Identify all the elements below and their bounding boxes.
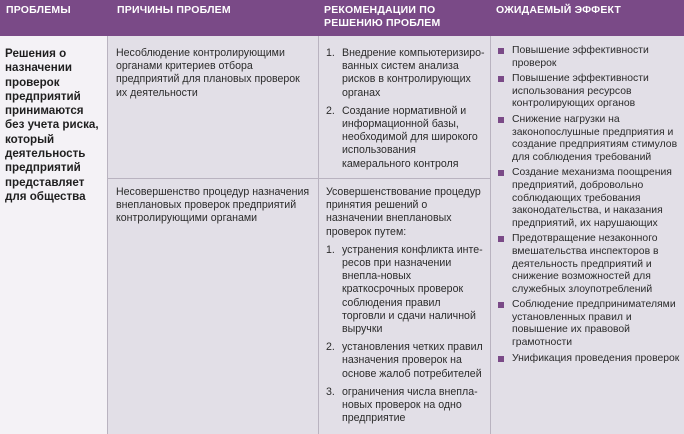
bullet-square-icon <box>498 48 504 54</box>
column-divider <box>318 36 319 434</box>
effect-item: Повышение эффективности использования ресурсов контролирующих органов <box>497 73 682 111</box>
recommendation-item: 2. Создание нормативной и информационной базы, необходимой для широкого использования камерального контроля <box>326 104 478 170</box>
header-effect: ОЖИДАЕМЫЙ ЭФФЕКТ <box>490 0 684 36</box>
recommendation-item: 3. ограничения числа внепла-новых проверок на одно предприятие <box>326 385 478 425</box>
recommendation-item: 2. установления четких правил назначения проверок на основе жалоб потребителей <box>326 341 483 380</box>
effect-item: Снижение нагрузки на законопослушные предприятия и создание предприятиям стимулов для соблюдения требований <box>497 114 682 164</box>
effects-list <box>497 45 682 368</box>
effect-item: Унификация проведения проверок <box>497 353 682 366</box>
column-divider <box>107 36 108 434</box>
effect-item: Предотвращение незаконного вмешательства инспекторов в деятельность предприятий и снижение возможностей для служебных злоупотреблений <box>497 233 682 296</box>
bullet-square-icon <box>498 356 504 362</box>
bullet-square-icon <box>498 170 504 176</box>
header-causes: ПРИЧИНЫ ПРОБЛЕМ <box>107 0 318 36</box>
cause-1: Несоблюдение контролирующими органами критериев отбора предприятий для плановых проверок их деятельности <box>116 47 300 99</box>
recommendations-group-1 <box>326 47 486 176</box>
problem-text: Решения о назначении проверок предприятий принимаются без учета риска, который деятельность предприятий представляет для общества <box>5 47 99 203</box>
bullet-square-icon <box>498 117 504 123</box>
header-recommendations: РЕКОМЕНДАЦИИ ПО РЕШЕНИЮ ПРОБЛЕМ <box>318 0 490 36</box>
row-divider <box>108 178 490 179</box>
bullet-square-icon <box>498 302 504 308</box>
effect-item: Создание механизма поощрения предприятий, добровольно соблюдающих требования законодательства, и наказания предприятий, их нарушающих <box>497 167 682 230</box>
bullet-square-icon <box>498 76 504 82</box>
effect-item: Повышение эффективности проверок <box>497 45 682 70</box>
bullet-square-icon <box>498 236 504 242</box>
recommendations-intro: Усовершенствование процедур принятия решений о назначении внеплановых проверок путем: <box>326 186 481 238</box>
column-divider <box>490 36 491 434</box>
header-problems: ПРОБЛЕМЫ <box>0 0 107 36</box>
effect-item: Соблюдение предпринимателями установленных правил и повышение их правовой грамотности <box>497 299 682 349</box>
recommendation-item: 1. устранения конфликта инте-ресов при назначении внепла-новых краткосрочных проверок соблюдения правил торговли и сдачи наличной выручки <box>326 243 483 336</box>
recommendation-item: 1. Внедрение компьютеризиро-ванных систем анализа рисков в контролирующих органах <box>326 47 485 99</box>
cause-2: Несовершенство процедур назначения внеплановых проверок предприятий контролирующими органами <box>116 186 310 225</box>
recommendations-group-2 <box>326 186 486 430</box>
